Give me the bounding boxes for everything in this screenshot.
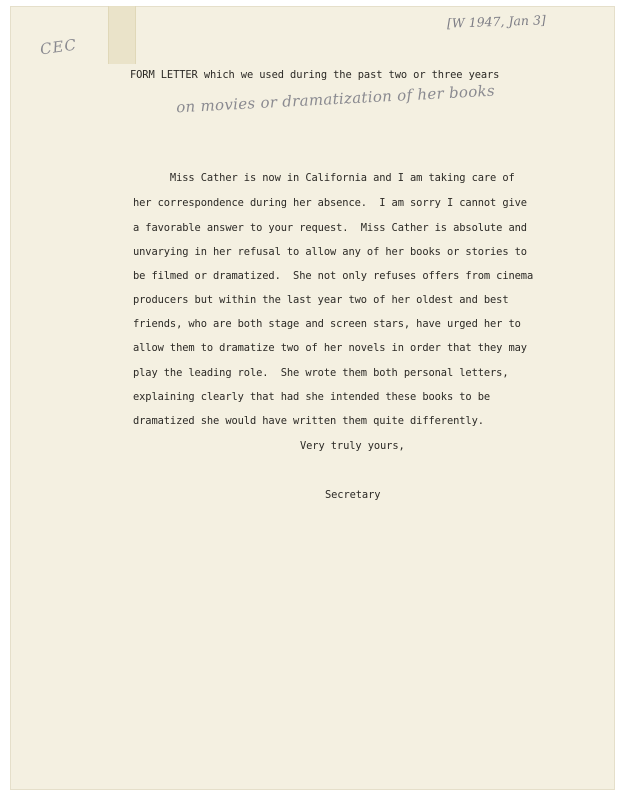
tape-residue: [108, 6, 136, 64]
letter-line: unvarying in her refusal to allow any of her books or stories to: [133, 246, 527, 258]
letter-line: a favorable answer to your request. Miss Cather is absolute and: [133, 222, 527, 234]
letter-line: allow them to dramatize two of her novels in order that they may: [133, 342, 527, 354]
letter-signature: Secretary: [325, 489, 381, 501]
handwritten-initials: CEC: [38, 35, 78, 59]
letter-line: play the leading role. She wrote them both personal letters,: [133, 367, 509, 379]
letter-line: be filmed or dramatized. She not only refuses offers from cinema: [133, 270, 534, 282]
letter-line: explaining clearly that had she intended these books to be: [133, 391, 491, 403]
handwritten-subject-note: on movies or dramatization of her books: [175, 81, 496, 117]
handwritten-date-note: [W 1947, Jan 3]: [446, 12, 547, 31]
letter-heading: FORM LETTER which we used during the past two or three years: [130, 69, 500, 81]
letter-line: her correspondence during her absence. I am sorry I cannot give: [133, 197, 527, 209]
letter-line: Miss Cather is now in California and I am taking care of: [133, 172, 515, 184]
letter-line: producers but within the last year two of her oldest and best: [133, 294, 509, 306]
letter-line: friends, who are both stage and screen stars, have urged her to: [133, 318, 521, 330]
letter-line: dramatized she would have written them quite differently.: [133, 415, 484, 427]
letter-closing: Very truly yours,: [300, 440, 405, 452]
